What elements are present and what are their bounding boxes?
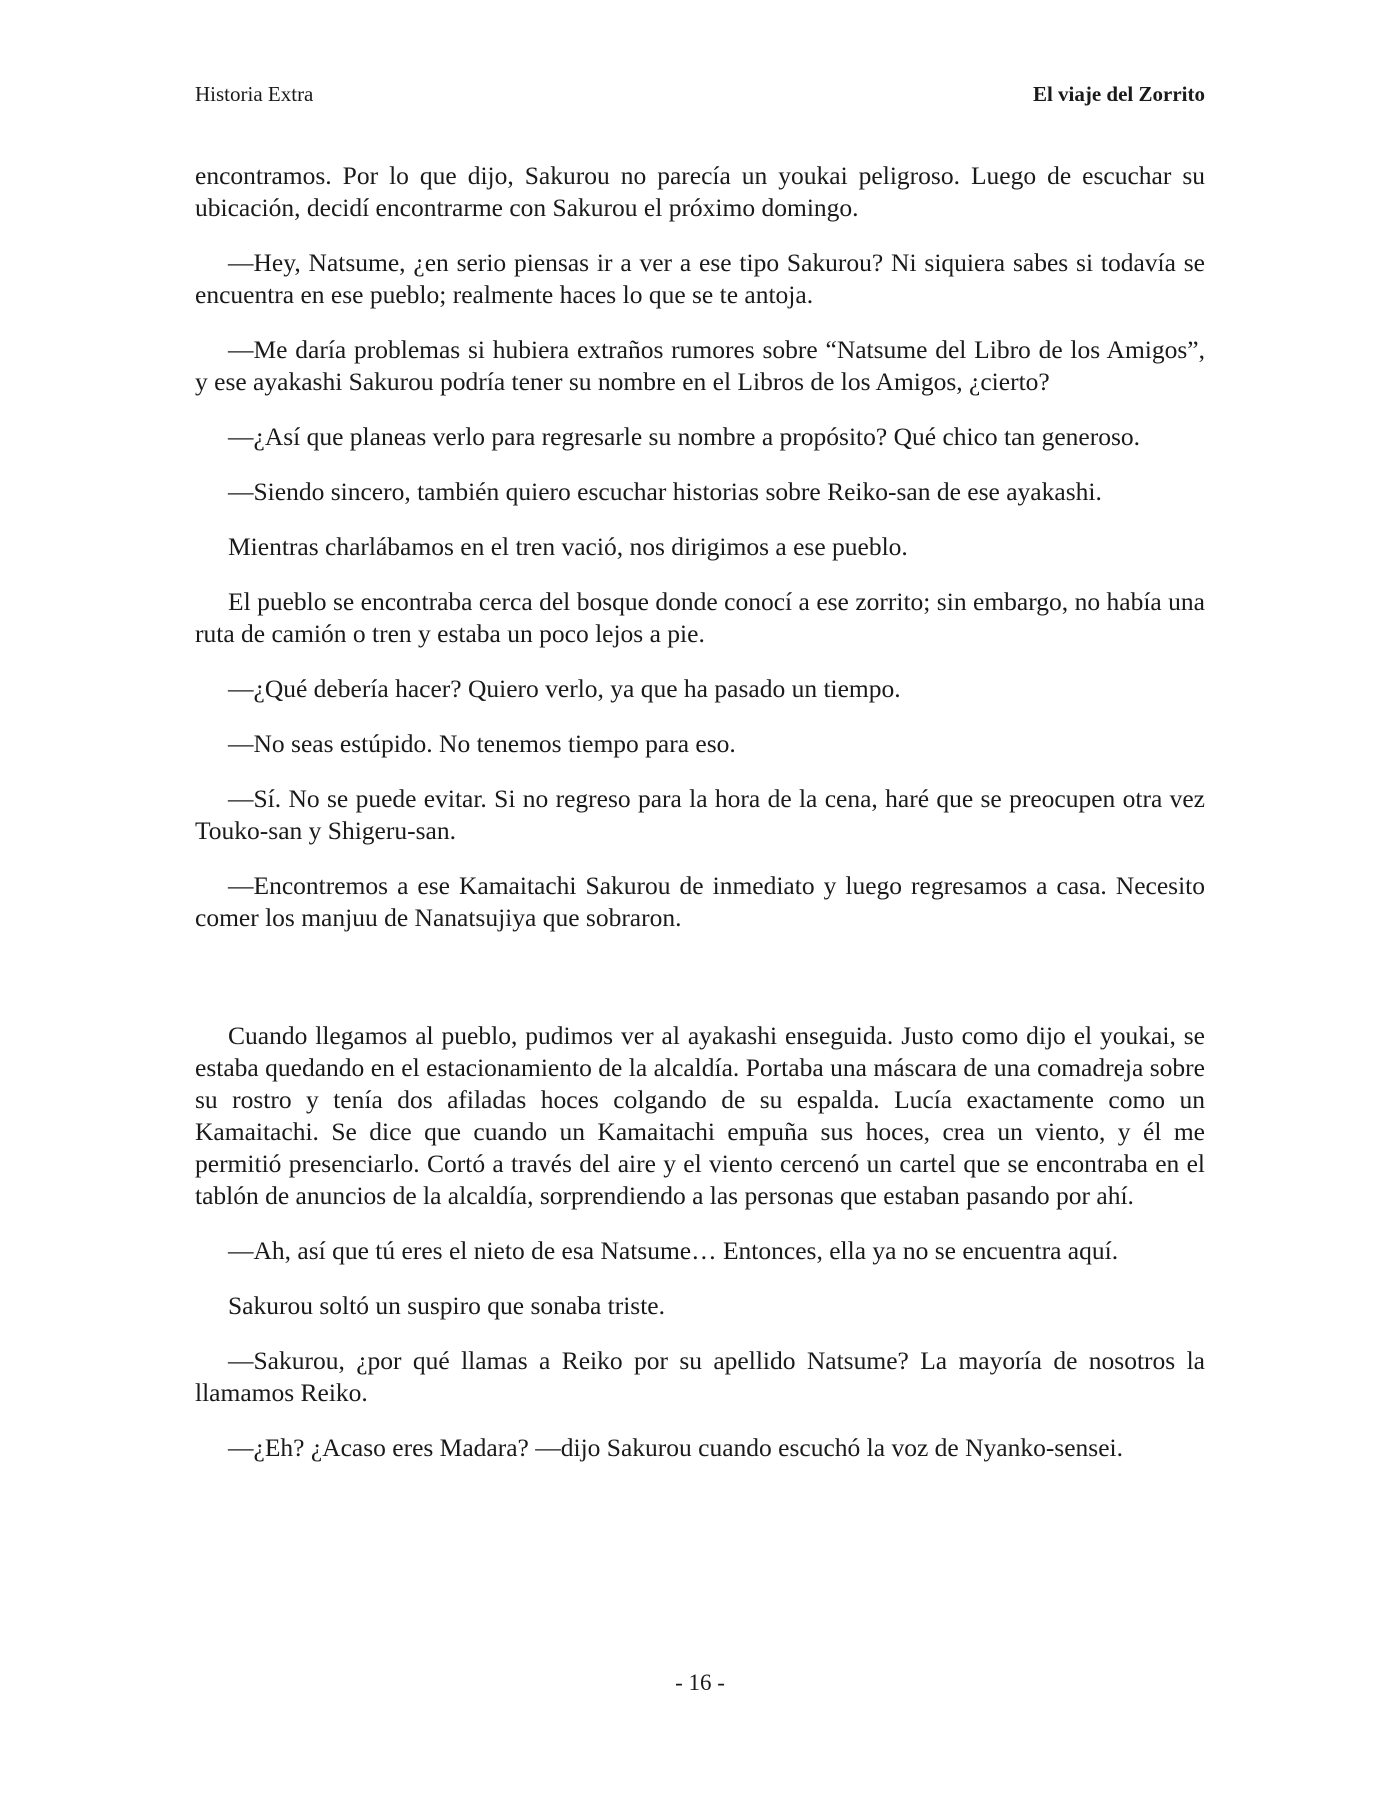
paragraph: —Siendo sincero, también quiero escuchar historias sobre Reiko-san de ese ayakashi. <box>228 477 1102 506</box>
paragraph: Sakurou soltó un suspiro que sonaba triste. <box>228 1291 665 1320</box>
page-header <box>195 82 1205 112</box>
paragraph: —¿Así que planeas verlo para regresarle su nombre a propósito? Qué chico tan generoso. <box>228 422 1140 451</box>
header-book-title: El viaje del Zorrito <box>1032 82 1205 106</box>
paragraph: Mientras charlábamos en el tren vació, nos dirigimos a ese pueblo. <box>228 532 908 561</box>
header-section-title: Historia Extra <box>195 82 314 106</box>
paragraph: —Hey, Natsume, ¿en serio piensas ir a ver a ese tipo Sakurou? Ni siquiera sabes si todavía se encuentra en ese pueblo; realmente haces lo que se te antoja. <box>195 248 1205 309</box>
paragraph: —Ah, así que tú eres el nieto de esa Natsume… Entonces, ella ya no se encuentra aquí. <box>228 1236 1119 1265</box>
paragraph: —¿Eh? ¿Acaso eres Madara? —dijo Sakurou cuando escuchó la voz de Nyanko-sensei. <box>228 1433 1124 1462</box>
body-text <box>195 160 1205 1487</box>
paragraph: —¿Qué debería hacer? Quiero verlo, ya que ha pasado un tiempo. <box>228 674 901 703</box>
paragraph: encontramos. Por lo que dijo, Sakurou no parecía un youkai peligroso. Luego de escuchar su ubicación, decidí encontrarme con Sakurou el próximo domingo. <box>195 161 1205 222</box>
paragraph: —Sí. No se puede evitar. Si no regreso para la hora de la cena, haré que se preocupen otra vez Touko-san y Shigeru-san. <box>195 784 1205 845</box>
page-number: - 16 - <box>675 1670 725 1695</box>
paragraph: —Sakurou, ¿por qué llamas a Reiko por su apellido Natsume? La mayoría de nosotros la llamamos Reiko. <box>195 1346 1205 1407</box>
section-break <box>195 957 1205 1020</box>
paragraph: —Encontremos a ese Kamaitachi Sakurou de inmediato y luego regresamos a casa. Necesito comer los manjuu de Nanatsujiya que sobraron. <box>195 871 1205 932</box>
paragraph: Cuando llegamos al pueblo, pudimos ver al ayakashi enseguida. Justo como dijo el youkai, se estaba quedando en el estacionamiento de la alcaldía. Portaba una máscara de una comadreja sobre su rostro y tenía dos afiladas hoces colgando de su espalda. Lucía exactamente como un Kamaitachi. Se dice que cuando un Kamaitachi empuña sus hoces, crea un viento, y él me permitió presenciarlo. Cortó a través del aire y el viento cercenó un cartel que se encontraba en el tablón de anuncios de la alcaldía, sorprendiendo a las personas que estaban pasando por ahí. <box>195 1021 1205 1210</box>
paragraph: —Me daría problemas si hubiera extraños rumores sobre “Natsume del Libro de los Amigos”, y ese ayakashi Sakurou podría tener su nombre en el Libros de los Amigos, ¿cierto? <box>195 335 1205 396</box>
paragraph: El pueblo se encontraba cerca del bosque donde conocí a ese zorrito; sin embargo, no había una ruta de camión o tren y estaba un poco lejos a pie. <box>195 587 1205 648</box>
paragraph: —No seas estúpido. No tenemos tiempo para eso. <box>228 729 736 758</box>
